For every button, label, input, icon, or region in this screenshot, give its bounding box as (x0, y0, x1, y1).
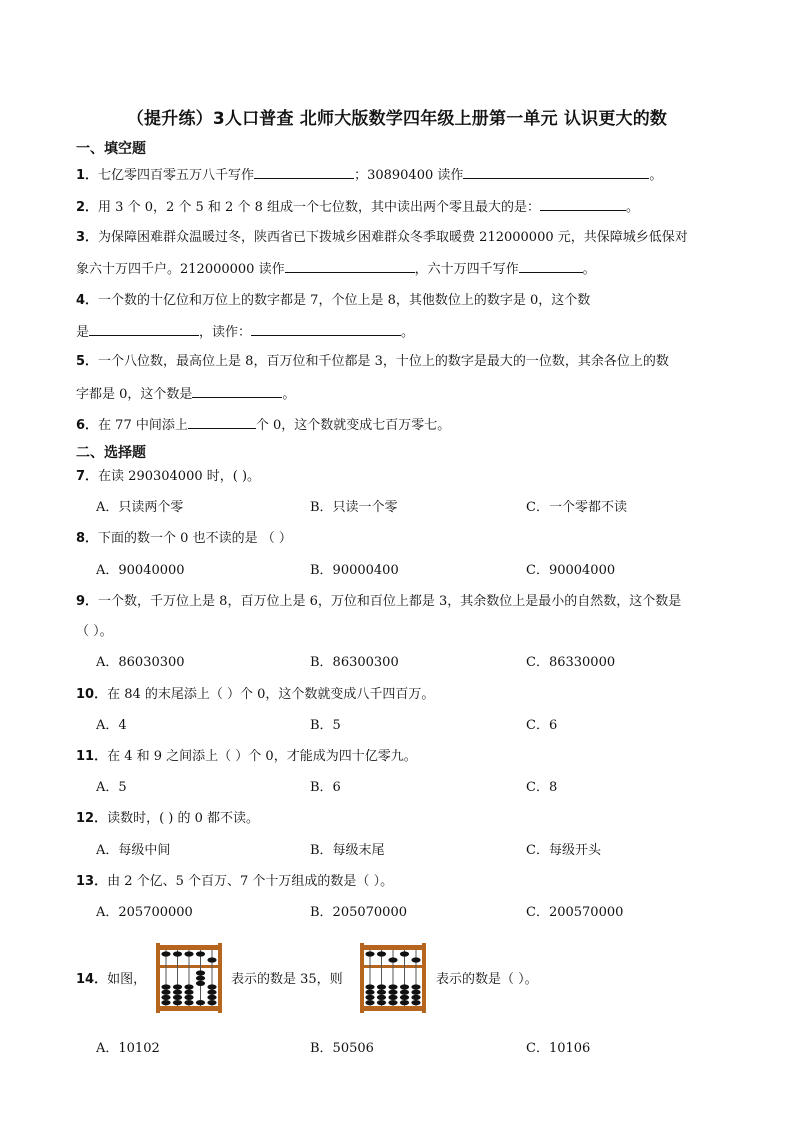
question-text: 一个数，千万位上是 8，百万位上是 6，万位和百位上都是 3，其余数位上是最小的自然数，这个数是 (98, 594, 682, 609)
abacus-icon (154, 943, 224, 1015)
question-6 (76, 414, 756, 436)
answer-blank[interactable] (188, 414, 256, 429)
option-a[interactable]: A．10102 (96, 1041, 160, 1056)
question-text: 为保障困难群众温暖过冬，陕西省已下拨城乡困难群众冬季取暖费 212000000 元，共保障城乡低保对 (98, 230, 688, 245)
abacus-frame-right (422, 943, 426, 1013)
question-text: 个 0，这个数就变成七百万零七。 (255, 418, 451, 433)
abacus-bead (196, 1000, 205, 1005)
option-b[interactable]: B．86300300 (310, 655, 399, 670)
abacus-bead (207, 990, 216, 995)
abacus-bead (377, 984, 386, 989)
answer-blank[interactable] (251, 321, 401, 336)
answer-blank[interactable] (540, 196, 626, 211)
abacus-bead (173, 1000, 182, 1005)
abacus-frame-right (218, 943, 222, 1013)
abacus-bead (365, 1000, 374, 1005)
question-text: ，读作： (199, 325, 252, 340)
option-b[interactable]: B．205070000 (310, 905, 407, 920)
question-text: 七亿零四百零五万八千写作 (98, 168, 255, 183)
abacus-bead (377, 995, 386, 1000)
question-4-line-2 (76, 321, 756, 343)
abacus-icon (358, 943, 428, 1015)
question-5-line-1 (76, 352, 756, 372)
option-a[interactable]: A．4 (96, 718, 127, 733)
abacus-bead (377, 990, 386, 995)
abacus-bead (388, 984, 397, 989)
abacus-bead (411, 990, 420, 995)
question-number: 2． (76, 200, 99, 215)
question-11 (76, 747, 756, 767)
question-7 (76, 467, 756, 487)
question-number: 8． (76, 531, 99, 546)
abacus-bead (207, 984, 216, 989)
question-text: 读数时，( ) 的 0 都不读。 (107, 811, 260, 826)
page-title: （提升练）3人口普查 北师大版数学四年级上册第一单元 认识更大的数 (126, 109, 668, 129)
answer-blank[interactable] (254, 164, 354, 179)
question-1 (76, 164, 756, 186)
abacus-frame-bottom (158, 1006, 220, 1011)
question-3-line-1 (76, 228, 756, 248)
option-a[interactable]: A．5 (96, 780, 127, 795)
question-text: 在 4 和 9 之间添上（ ）个 0，才能成为四十亿零九。 (107, 749, 417, 764)
question-text: 用 3 个 0，2 个 5 和 2 个 8 组成一个七位数，其中读出两个零且最大的是： (98, 200, 540, 215)
option-b[interactable]: B．每级末尾 (310, 843, 385, 858)
question-number: 10． (76, 687, 108, 702)
option-a[interactable]: A．每级中间 (96, 843, 171, 858)
abacus-bead (400, 995, 409, 1000)
question-text: 一个数的十亿位和万位上的数字都是 7，个位上是 8，其他数位上的数字是 0，这个数 (98, 293, 591, 308)
question-text: 。 (401, 325, 415, 340)
question-text: 在 84 的末尾添上（ ）个 0，这个数就变成八千四百万。 (107, 687, 435, 702)
question-12 (76, 809, 756, 829)
question-number: 4． (76, 293, 99, 308)
question-13 (76, 872, 756, 892)
question-text: 一个八位数，最高位上是 8，百万位和千位都是 3，十位上的数字是最大的一位数，其余各位上的数 (98, 354, 669, 369)
question-10 (76, 685, 756, 705)
abacus-bead (411, 995, 420, 1000)
abacus-bead (365, 995, 374, 1000)
question-text: 。 (649, 168, 663, 183)
option-c[interactable]: C．200570000 (526, 905, 624, 920)
option-c[interactable]: C．6 (526, 718, 558, 733)
option-b[interactable]: B．6 (310, 780, 341, 795)
answer-blank[interactable] (285, 258, 415, 273)
abacus-bead (377, 951, 386, 956)
abacus-bead (173, 984, 182, 989)
abacus-bead (161, 990, 170, 995)
answer-blank[interactable] (89, 321, 199, 336)
abacus-bead (400, 951, 409, 956)
abacus-bead (161, 995, 170, 1000)
option-b[interactable]: B．只读一个零 (310, 500, 398, 515)
question-number: 7． (76, 469, 99, 484)
abacus-bead (173, 951, 182, 956)
question-text: 由 2 个亿、5 个百万、7 个十万组成的数是（ ）。 (107, 874, 394, 889)
abacus-bead (207, 957, 216, 962)
abacus-bead (173, 995, 182, 1000)
answer-blank[interactable] (463, 164, 649, 179)
question-number: 1． (76, 168, 99, 183)
abacus-bead (411, 957, 420, 962)
abacus-bead (184, 984, 193, 989)
option-a[interactable]: A．90040000 (96, 563, 185, 578)
section-fill-heading: 一、填空题 (76, 141, 146, 157)
question-text: 在读 290304000 时，( )。 (98, 469, 261, 484)
abacus-frame-top (362, 945, 424, 950)
option-a[interactable]: A．205700000 (96, 905, 193, 920)
section-choice-heading: 二、选择题 (76, 445, 146, 461)
abacus-bead (411, 984, 420, 989)
abacus-bead (161, 1000, 170, 1005)
abacus-bead (411, 1000, 420, 1005)
question-14-suffix: 表示的数是（ ）。 (436, 972, 538, 987)
question-text: 。 (582, 262, 596, 277)
question-text: ，六十万四千写作 (414, 262, 519, 277)
abacus-bead (388, 1000, 397, 1005)
question-number: 5． (76, 354, 99, 369)
abacus-bead (184, 1000, 193, 1005)
abacus-bead (196, 976, 205, 981)
question-4-line-1 (76, 291, 756, 311)
question-14-prefix (76, 970, 146, 990)
question-text: 字都是 0，这个数是 (76, 387, 193, 402)
option-a[interactable]: A．86030300 (96, 655, 185, 670)
abacus-bead (365, 990, 374, 995)
option-c[interactable]: C．8 (526, 780, 558, 795)
question-9-line-2 (76, 622, 756, 642)
abacus-bead (388, 957, 397, 962)
abacus-bead (400, 1000, 409, 1005)
abacus-bead (161, 984, 170, 989)
question-number: 14． (76, 972, 108, 987)
abacus-bead (161, 951, 170, 956)
abacus-bead (207, 995, 216, 1000)
option-c[interactable]: C．一个零都不读 (526, 500, 627, 515)
question-8 (76, 529, 756, 549)
question-2 (76, 196, 756, 218)
question-number: 6． (76, 418, 99, 433)
question-text: 象六十万四千户。212000000 读作 (76, 262, 285, 277)
option-b[interactable]: B．90000400 (310, 563, 399, 578)
abacus-bead (184, 995, 193, 1000)
question-5-line-2 (76, 383, 756, 405)
abacus-bead (173, 990, 182, 995)
option-c[interactable]: C．86330000 (526, 655, 616, 670)
abacus-frame-left (156, 943, 160, 1013)
question-number: 13． (76, 874, 108, 889)
abacus-bead (365, 984, 374, 989)
question-text: 。 (626, 200, 640, 215)
abacus-bead (207, 1000, 216, 1005)
question-text: 如图， (107, 972, 147, 987)
abacus-bead (377, 1000, 386, 1005)
abacus-bead (400, 984, 409, 989)
option-c[interactable]: C．90004000 (526, 563, 616, 578)
abacus-frame-left (360, 943, 364, 1013)
abacus-bead (184, 951, 193, 956)
abacus-bead (388, 995, 397, 1000)
abacus-bead (388, 990, 397, 995)
option-c[interactable]: C．10106 (526, 1041, 591, 1056)
question-text: 下面的数一个 0 也不读的是 （ ） (98, 531, 292, 546)
question-text: （ ）。 (76, 624, 113, 639)
option-b[interactable]: B．5 (310, 718, 341, 733)
option-a[interactable]: A．只读两个零 (96, 500, 184, 515)
abacus-bead (196, 981, 205, 986)
option-c[interactable]: C．每级开头 (526, 843, 601, 858)
question-number: 11． (76, 749, 108, 764)
question-number: 9． (76, 594, 99, 609)
answer-blank[interactable] (192, 383, 282, 398)
abacus-bead (196, 970, 205, 975)
abacus-bead (196, 951, 205, 956)
question-text: 。 (282, 387, 296, 402)
question-text: 在 77 中间添上 (98, 418, 188, 433)
abacus-frame-top (158, 945, 220, 950)
option-b[interactable]: B．50506 (310, 1041, 374, 1056)
abacus-bead (400, 990, 409, 995)
question-3-line-2 (76, 258, 756, 280)
question-number: 12． (76, 811, 108, 826)
question-text: 是 (76, 325, 90, 340)
abacus-frame-bottom (362, 1006, 424, 1011)
abacus-bead (184, 990, 193, 995)
abacus-bead (365, 951, 374, 956)
question-14-middle: 表示的数是 35，则 (231, 972, 343, 987)
question-number: 3． (76, 230, 99, 245)
answer-blank[interactable] (519, 258, 583, 273)
question-9-line-1 (76, 592, 756, 612)
question-text: ；30890400 读作 (354, 168, 464, 183)
